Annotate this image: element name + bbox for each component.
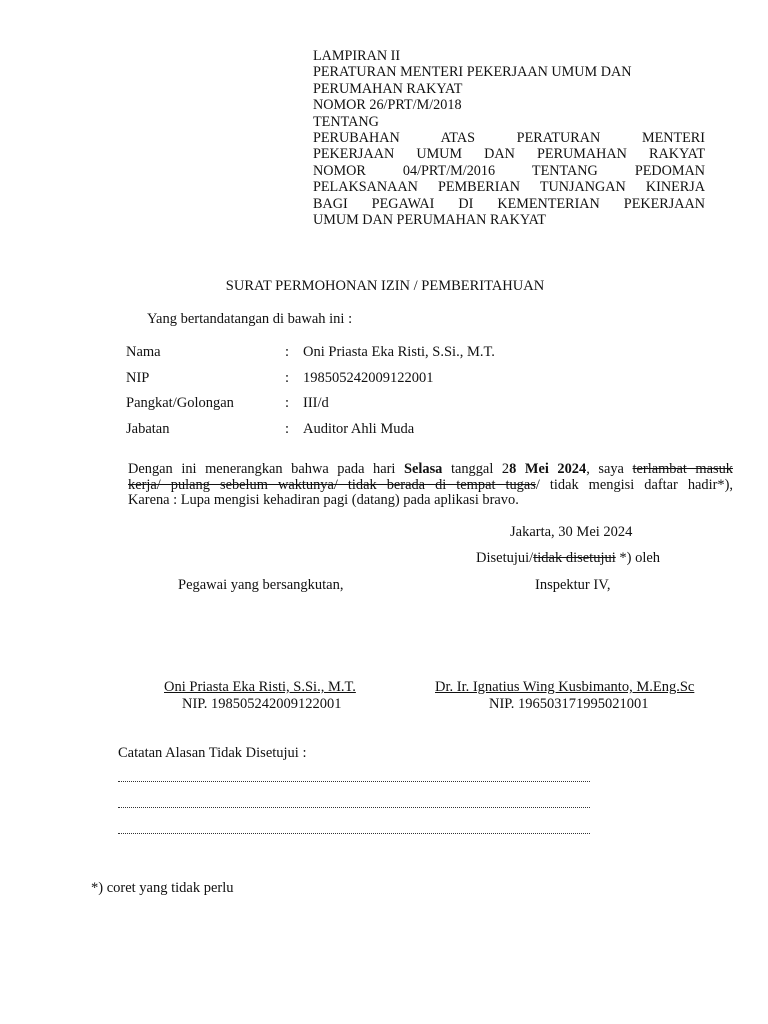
identity-colon: : bbox=[285, 369, 290, 386]
statement-line-1 bbox=[128, 462, 733, 478]
document-title: SURAT PERMOHONAN IZIN / PEMBERITAHUAN bbox=[225, 278, 545, 294]
intro-text: Yang bertandatangan di bawah ini : bbox=[147, 311, 353, 327]
identity-value: 198505242009122001 bbox=[303, 369, 434, 386]
statement-day: Selasa bbox=[404, 461, 443, 477]
header-justified-line: PERUBAHAN ATAS PERATURAN MENTERI bbox=[313, 130, 705, 147]
approval-line bbox=[476, 550, 660, 567]
statement-text: , saya bbox=[586, 461, 633, 477]
footnote: *) coret yang tidak perlu bbox=[91, 880, 234, 896]
identity-colon: : bbox=[285, 420, 290, 437]
statement-text: tanggal 2 bbox=[442, 461, 510, 477]
identity-value: Auditor Ahli Muda bbox=[303, 420, 415, 437]
header-justified-line: PEKERJAAN UMUM DAN PERUMAHAN RAKYAT bbox=[313, 146, 705, 163]
struck-option: terlambat masuk bbox=[632, 461, 733, 477]
header-line: PERATURAN MENTERI PEKERJAAN UMUM DAN bbox=[313, 64, 632, 81]
header-justified-line: NOMOR 04/PRT/M/2016 TENTANG PEDOMAN bbox=[313, 162, 705, 179]
statement-date: 8 Mei 2024 bbox=[509, 461, 587, 477]
header-line: UMUM DAN PERUMAHAN RAKYAT bbox=[313, 212, 546, 229]
statement-line-2 bbox=[128, 478, 733, 494]
signer-right-nip: NIP. 196503171995021001 bbox=[489, 696, 649, 712]
notes-label: Catatan Alasan Tidak Disetujui : bbox=[118, 745, 307, 761]
statement-reason: Karena : Lupa mengisi kehadiran pagi (datang) pada aplikasi bravo. bbox=[128, 492, 519, 508]
header-line: TENTANG bbox=[313, 113, 379, 130]
approval-suffix: *) oleh bbox=[615, 550, 661, 566]
identity-label: NIP bbox=[126, 369, 150, 386]
struck-option: kerja/ pulang sebelum waktunya/ tidak berada di tempat tugas bbox=[128, 476, 536, 493]
statement-paragraph bbox=[128, 462, 733, 509]
approval-approved: Disetujui/ bbox=[476, 550, 534, 566]
header-justified-line: PELAKSANAAN PEMBERIAN TUNJANGAN KINERJA bbox=[313, 179, 705, 196]
document-header bbox=[313, 48, 705, 228]
notes-dotted-line bbox=[118, 771, 590, 782]
identity-label: Jabatan bbox=[126, 420, 170, 437]
header-justified-line: BAGI PEGAWAI DI KEMENTERIAN PEKERJAAN bbox=[313, 195, 705, 212]
header-line: LAMPIRAN II bbox=[313, 48, 401, 64]
approval-not-approved: tidak disetujui bbox=[533, 550, 616, 566]
notes-dotted-line bbox=[118, 823, 590, 834]
place-date: Jakarta, 30 Mei 2024 bbox=[510, 524, 633, 540]
statement-text: / tidak mengisi daftar hadir*), bbox=[535, 476, 733, 493]
signer-left-role: Pegawai yang bersangkutan, bbox=[178, 577, 344, 593]
notes-dotted-line bbox=[118, 797, 590, 808]
signer-left-name: Oni Priasta Eka Risti, S.Si., M.T. bbox=[164, 679, 356, 695]
header-line: NOMOR 26/PRT/M/2018 bbox=[313, 97, 462, 114]
identity-value: Oni Priasta Eka Risti, S.Si., M.T. bbox=[303, 344, 495, 360]
identity-value: III/d bbox=[303, 395, 329, 411]
signer-left-nip: NIP. 198505242009122001 bbox=[182, 696, 342, 712]
identity-colon: : bbox=[285, 395, 290, 411]
identity-label: Nama bbox=[126, 344, 161, 360]
identity-colon: : bbox=[285, 344, 290, 360]
signer-right-name: Dr. Ir. Ignatius Wing Kusbimanto, M.Eng.Sc bbox=[435, 679, 695, 695]
signer-right-role: Inspektur IV, bbox=[535, 577, 611, 593]
identity-label: Pangkat/Golongan bbox=[126, 395, 234, 411]
header-line: PERUMAHAN RAKYAT bbox=[313, 80, 463, 97]
statement-text: Dengan ini menerangkan bahwa pada hari bbox=[128, 461, 404, 477]
